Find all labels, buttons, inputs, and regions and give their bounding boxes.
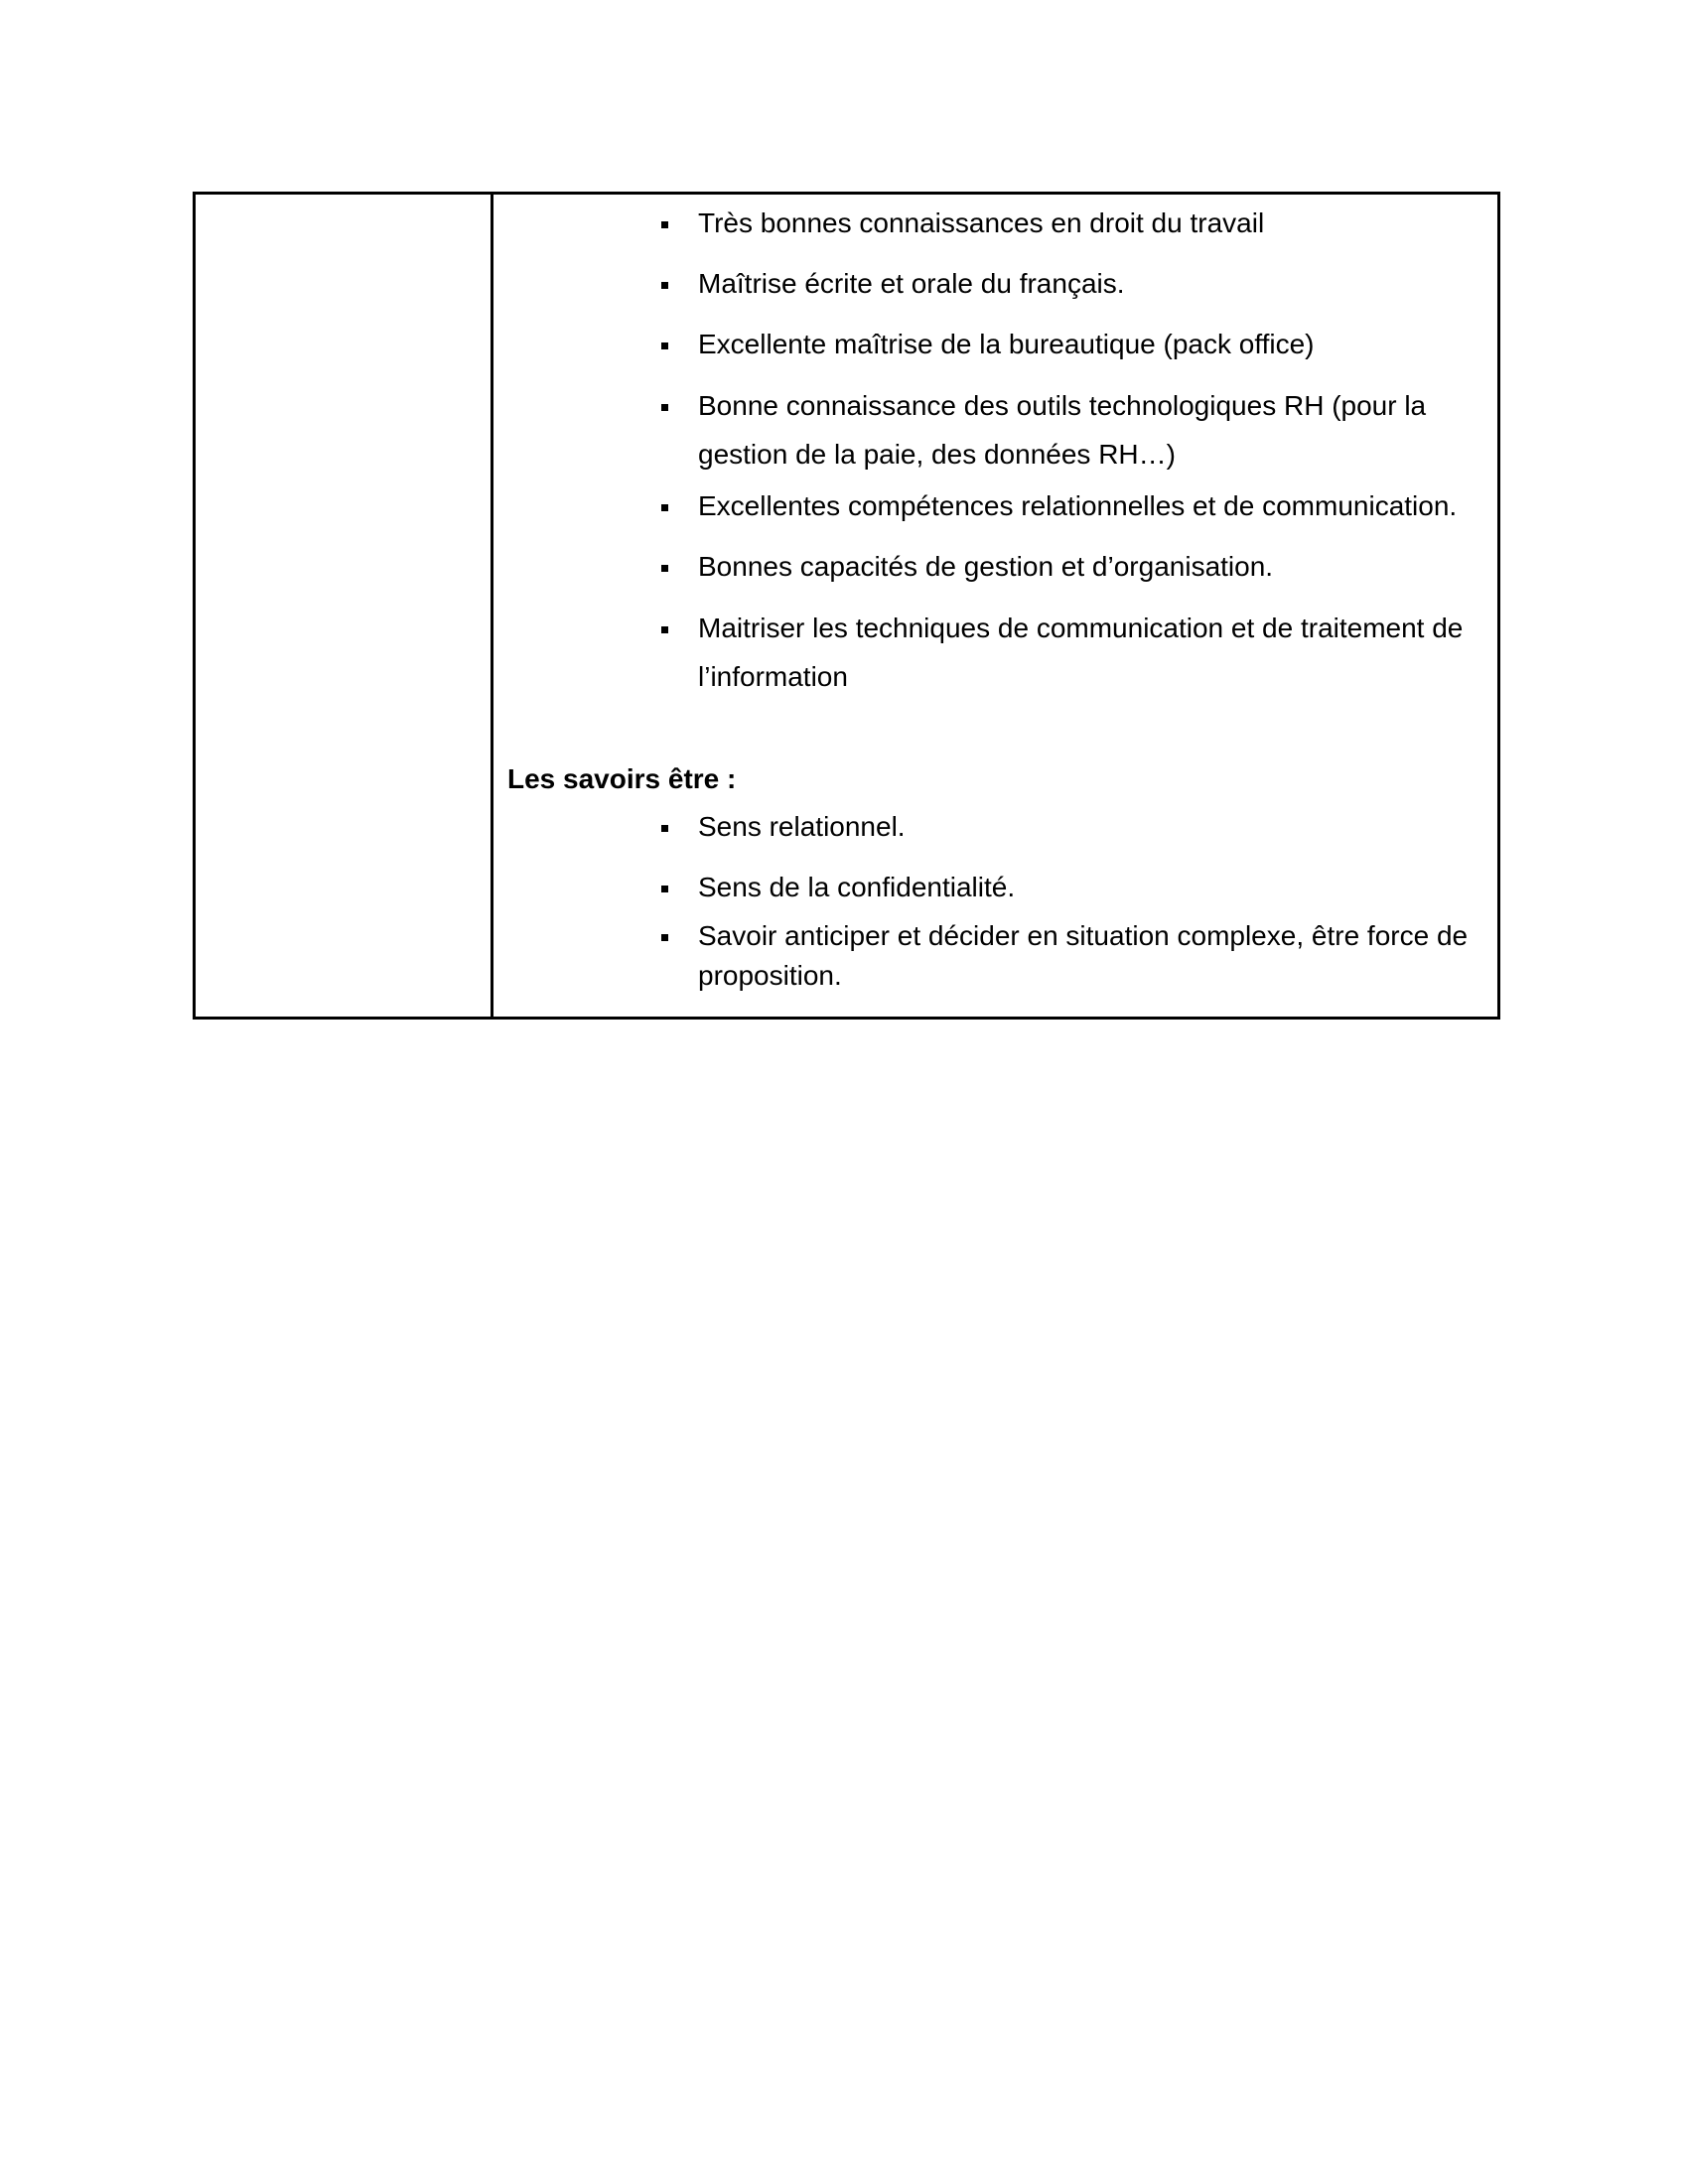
square-bullet-icon [654,320,674,368]
list-item-text: Maitriser les techniques de communication et de traitement de l’information [698,613,1464,692]
competences-table [193,192,1500,1020]
square-bullet-icon [654,863,674,911]
square-bullet-icon [654,381,674,430]
square-bullet-icon [654,802,674,851]
list-item-text: Sens de la confidentialité. [698,872,1016,902]
table-right-cell [493,195,1497,1017]
list-item-text: Sens relationnel. [698,811,906,842]
list-item-text: Bonnes capacités de gestion et d’organisation. [698,551,1274,582]
square-bullet-icon [654,481,674,530]
square-bullet-icon [654,542,674,591]
list-item-text: Très bonnes connaissances en droit du travail [698,207,1265,238]
square-bullet-icon [654,916,674,956]
list-item-text: Excellentes compétences relationnelles et de communication. [698,490,1458,521]
list-item-text: Savoir anticiper et décider en situation complexe, être force de proposition. [698,920,1469,991]
square-bullet-icon [654,199,674,247]
table-left-cell [196,195,493,1017]
list-item-text: Maîtrise écrite et orale du français. [698,268,1125,299]
list-item-text: Excellente maîtrise de la bureautique (pack office) [698,329,1315,359]
list-item-text: Bonne connaissance des outils technologiques RH (pour la gestion de la paie, des données RH…) [698,390,1427,470]
square-bullet-icon [654,259,674,308]
square-bullet-icon [654,604,674,652]
section-heading: Les savoirs être : [507,763,737,794]
